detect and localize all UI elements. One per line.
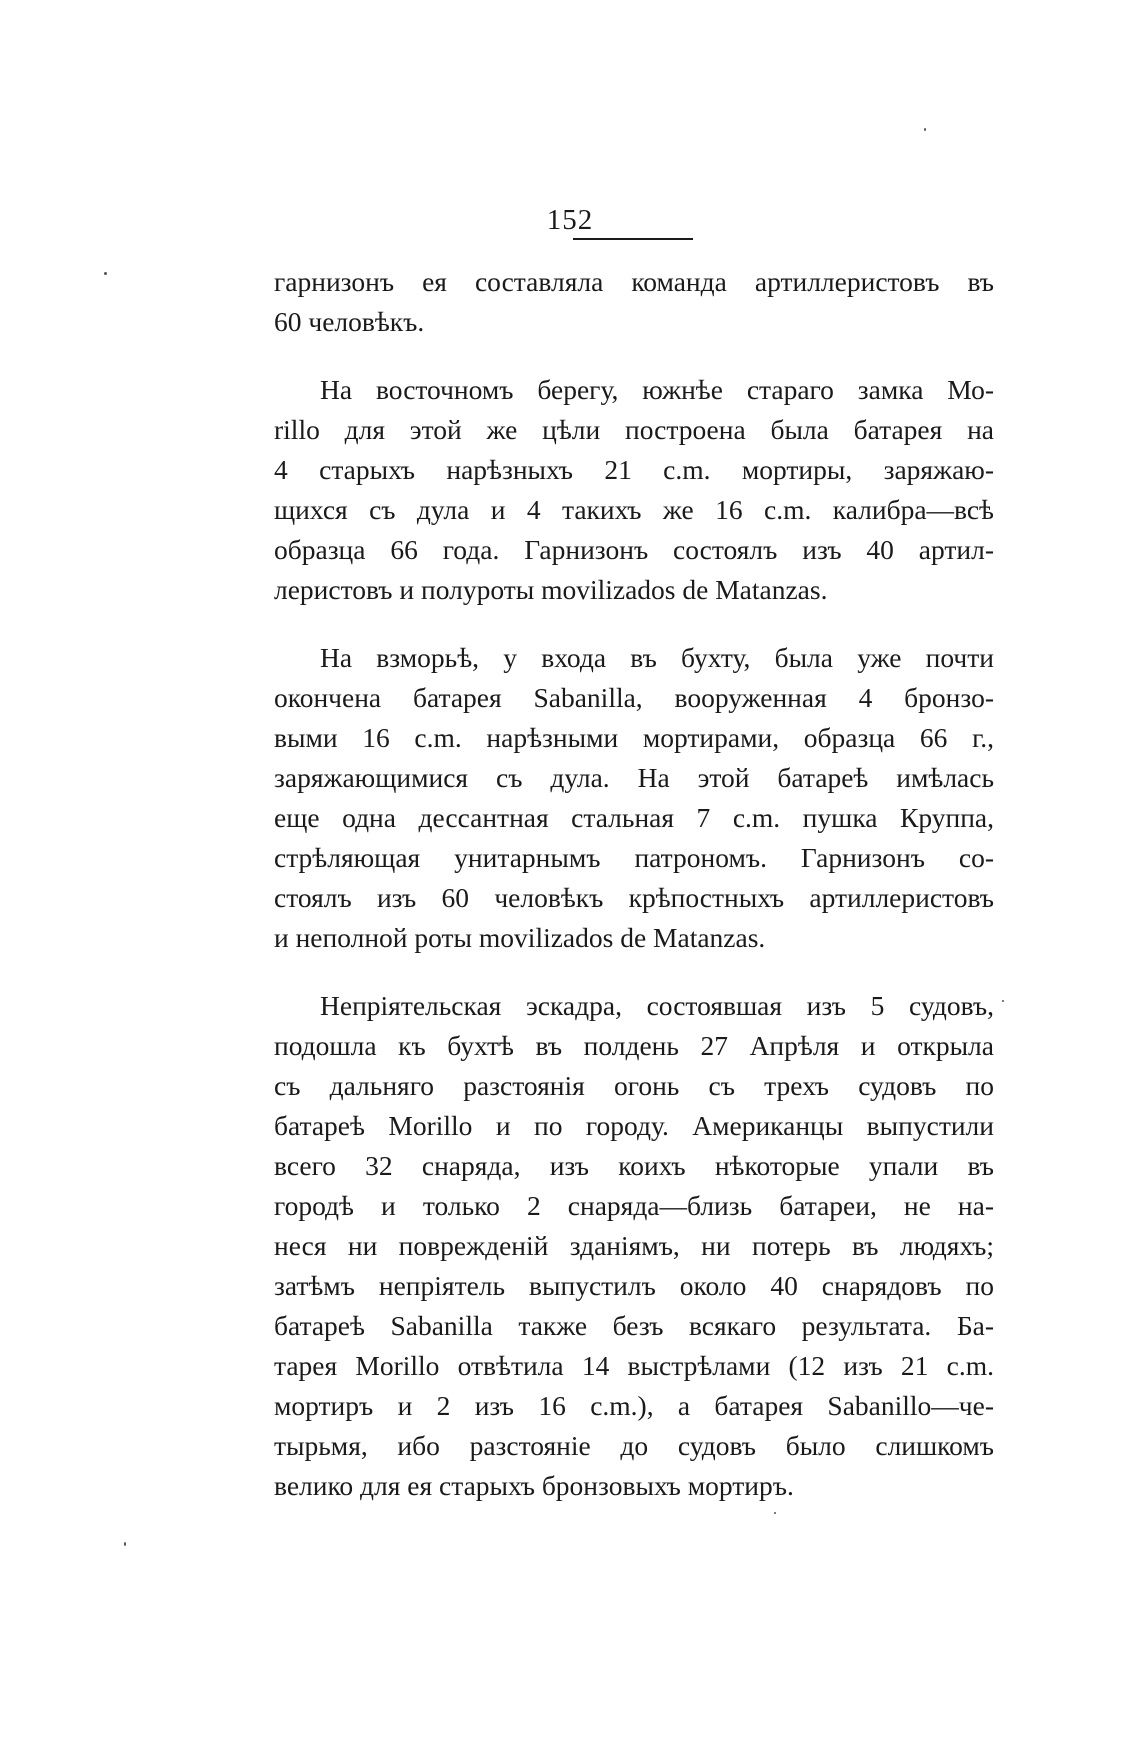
text-line: стоялъ изъ 60 человѣкъ крѣпостныхъ артиллеристовъ <box>274 882 994 913</box>
text-line: батареѣ Morillo и по городу. Американцы выпустили <box>274 1110 994 1141</box>
text-line: образца 66 года. Гарнизонъ состоялъ изъ 40 артил- <box>274 534 994 565</box>
text-line: велико для ея старыхъ бронзовыхъ мортиръ. <box>274 1470 794 1501</box>
text-line: 60 человѣкъ. <box>274 306 425 337</box>
text-line: стрѣляющая унитарнымъ патрономъ. Гарнизонъ со- <box>274 842 994 873</box>
body-text <box>274 262 994 1534</box>
page-number: 152 <box>546 204 594 236</box>
text-line: тарея Morillo отвѣтила 14 выстрѣлами (12 изъ 21 c.m. <box>274 1350 994 1381</box>
text-line: неся ни поврежденій зданіямъ, ни потерь въ людяхъ; <box>274 1230 994 1261</box>
text-line: гарнизонъ ея составляла команда артиллеристовъ въ <box>274 266 994 297</box>
text-line: щихся съ дула и 4 такихъ же 16 c.m. калибра—всѣ <box>274 494 994 525</box>
text-line: городѣ и только 2 снаряда—близь батареи, не на- <box>274 1190 994 1221</box>
text-line: окончена батарея Sabanilla, вооруженная 4 бронзо- <box>274 682 994 713</box>
text-line: Непріятельская эскадра, состоявшая изъ 5 судовъ, <box>320 990 994 1021</box>
text-line: заряжающимися съ дула. На этой батареѣ имѣлась <box>274 762 994 793</box>
text-line: тырьмя, ибо разстояніе до судовъ было слишкомъ <box>274 1430 994 1461</box>
text-line: подошла къ бухтѣ въ полдень 27 Апрѣля и открыла <box>274 1030 994 1061</box>
page-number-rule <box>573 238 693 240</box>
text-line: 4 старыхъ нарѣзныхъ 21 c.m. мортиры, заряжаю- <box>274 454 994 485</box>
scan-speck <box>774 1512 776 1514</box>
text-line: батареѣ Sabanilla также безъ всякаго результата. Ба- <box>274 1310 994 1341</box>
text-line: затѣмъ непріятель выпустилъ около 40 снарядовъ по <box>274 1270 994 1301</box>
scan-speck <box>124 1542 126 1546</box>
scan-speck <box>924 128 926 131</box>
text-line: еще одна дессантная стальная 7 c.m. пушка Круппа, <box>274 802 994 833</box>
text-line: rillo для этой же цѣли построена была батарея на <box>274 414 994 445</box>
paragraph-2 <box>274 370 994 610</box>
text-line: выми 16 c.m. нарѣзными мортирами, образца 66 г., <box>274 722 994 753</box>
paragraph-4 <box>274 986 994 1506</box>
text-line: леристовъ и полуроты movilizados de Matanzas. <box>274 574 828 605</box>
text-line: всего 32 снаряда, изъ коихъ нѣкоторые упали въ <box>274 1150 994 1181</box>
scan-speck <box>104 272 107 275</box>
text-line: и неполной роты movilizados de Matanzas. <box>274 922 766 953</box>
scan-speck <box>1002 1000 1004 1002</box>
text-line: На восточномъ берегу, южнѣе стараго замка Мо- <box>320 374 994 405</box>
text-line: съ дальняго разстоянія огонь съ трехъ судовъ по <box>274 1070 994 1101</box>
text-line: На взморьѣ, у входа въ бухту, была уже почти <box>320 642 994 673</box>
page-number-header <box>510 205 630 235</box>
paragraph-3 <box>274 638 994 958</box>
text-line: мортиръ и 2 изъ 16 c.m.), а батарея Sabanillo—че- <box>274 1390 994 1421</box>
paragraph-1 <box>274 262 994 342</box>
